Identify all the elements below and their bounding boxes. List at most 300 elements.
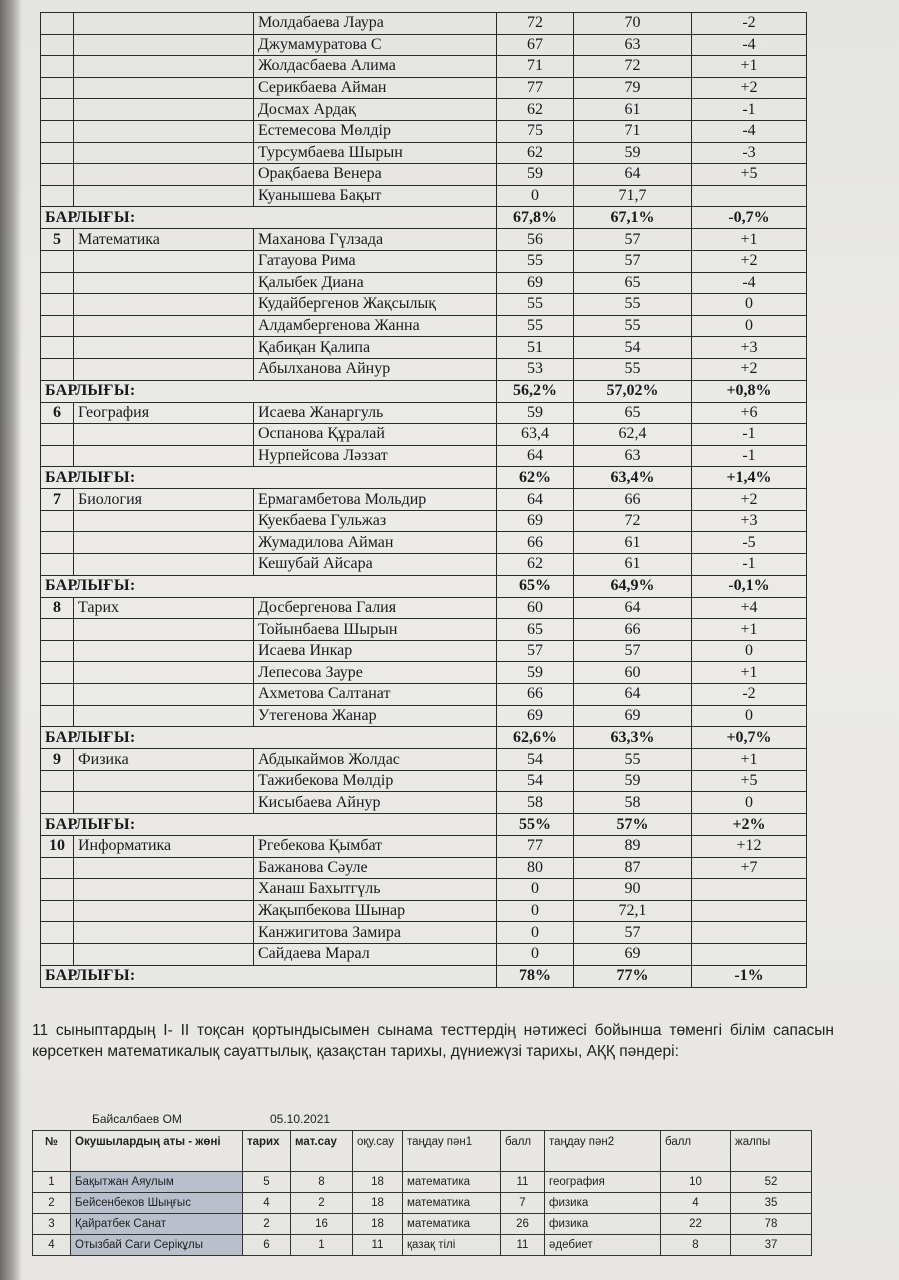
score-first: 77 bbox=[497, 77, 574, 99]
score-first: 53 bbox=[497, 358, 574, 380]
table-row bbox=[41, 424, 807, 446]
table-row bbox=[41, 857, 807, 879]
score-first: 64 bbox=[497, 489, 574, 511]
student-cell: математика bbox=[403, 1214, 501, 1235]
student-cell: 78 bbox=[731, 1214, 812, 1235]
total-row bbox=[41, 207, 807, 229]
teacher-name: Молдабаева Лаура bbox=[254, 13, 497, 35]
student-row bbox=[33, 1193, 812, 1214]
group-number: 6 bbox=[41, 402, 74, 424]
subject-cell bbox=[74, 705, 254, 727]
teacher-name: Турсумбаева Шырын bbox=[254, 142, 497, 164]
teacher-name: Жолдасбаева Алима bbox=[254, 56, 497, 78]
table-row bbox=[41, 272, 807, 294]
score-first: 0 bbox=[497, 900, 574, 922]
score-first: 67 bbox=[497, 34, 574, 56]
total-label: БАРЛЫҒЫ: bbox=[41, 727, 497, 749]
group-number bbox=[41, 943, 74, 965]
total-value: 55% bbox=[497, 814, 574, 836]
table-row bbox=[41, 879, 807, 901]
student-cell: 26 bbox=[501, 1214, 545, 1235]
student-cell: 2 bbox=[291, 1193, 353, 1214]
score-second: 54 bbox=[574, 337, 692, 359]
student-cell: 4 bbox=[33, 1235, 71, 1256]
score-second: 59 bbox=[574, 770, 692, 792]
total-value: +0,7% bbox=[692, 727, 807, 749]
student-name: Отызбай Саги Серікұлы bbox=[71, 1235, 243, 1256]
score-first: 59 bbox=[497, 402, 574, 424]
student-cell: 18 bbox=[353, 1172, 403, 1193]
teacher-name: Абдыкаймов Жолдас bbox=[254, 749, 497, 771]
subject-cell bbox=[74, 337, 254, 359]
teacher-name: Ермагамбетова Мольдир bbox=[254, 489, 497, 511]
header-cell: таңдау пән1 bbox=[403, 1131, 501, 1172]
score-second: 71,7 bbox=[574, 185, 692, 207]
score-diff: 0 bbox=[692, 294, 807, 316]
score-second: 89 bbox=[574, 836, 692, 858]
student-row bbox=[33, 1214, 812, 1235]
student-cell: 8 bbox=[661, 1235, 731, 1256]
table-row bbox=[41, 99, 807, 121]
teacher-name: Нурпейсова Ләззат bbox=[254, 445, 497, 467]
score-second: 59 bbox=[574, 142, 692, 164]
score-first: 0 bbox=[497, 879, 574, 901]
subject-cell: География bbox=[74, 402, 254, 424]
score-first: 60 bbox=[497, 597, 574, 619]
group-number bbox=[41, 272, 74, 294]
score-first: 59 bbox=[497, 164, 574, 186]
header-cell: мат.сау bbox=[291, 1131, 353, 1172]
group-number bbox=[41, 922, 74, 944]
score-first: 0 bbox=[497, 185, 574, 207]
student-cell: 11 bbox=[501, 1235, 545, 1256]
score-second: 57 bbox=[574, 640, 692, 662]
student-cell: 18 bbox=[353, 1193, 403, 1214]
group-number bbox=[41, 250, 74, 272]
score-second: 65 bbox=[574, 272, 692, 294]
subject-cell: Информатика bbox=[74, 836, 254, 858]
subject-cell bbox=[74, 13, 254, 35]
total-row bbox=[41, 575, 807, 597]
group-number bbox=[41, 662, 74, 684]
total-value: 57% bbox=[574, 814, 692, 836]
header-cell: таңдау пән2 bbox=[545, 1131, 661, 1172]
subject-cell bbox=[74, 77, 254, 99]
total-value: 63,3% bbox=[574, 727, 692, 749]
score-second: 69 bbox=[574, 943, 692, 965]
group-number bbox=[41, 424, 74, 446]
score-diff: +12 bbox=[692, 836, 807, 858]
score-first: 75 bbox=[497, 120, 574, 142]
group-number bbox=[41, 99, 74, 121]
subject-cell bbox=[74, 185, 254, 207]
student-cell: 8 bbox=[291, 1172, 353, 1193]
subject-cell bbox=[74, 34, 254, 56]
score-first: 62 bbox=[497, 99, 574, 121]
subject-cell bbox=[74, 56, 254, 78]
teacher-name: Қалыбек Диана bbox=[254, 272, 497, 294]
subject-cell bbox=[74, 640, 254, 662]
student-row bbox=[33, 1172, 812, 1193]
group-number bbox=[41, 77, 74, 99]
score-second: 64 bbox=[574, 597, 692, 619]
total-value: 77% bbox=[574, 965, 692, 987]
score-second: 64 bbox=[574, 164, 692, 186]
subject-cell bbox=[74, 164, 254, 186]
teacher-name: Серикбаева Айман bbox=[254, 77, 497, 99]
total-value: 64,9% bbox=[574, 575, 692, 597]
group-number bbox=[41, 619, 74, 641]
group-number: 5 bbox=[41, 229, 74, 251]
score-diff bbox=[692, 922, 807, 944]
score-first: 55 bbox=[497, 294, 574, 316]
low-table-header bbox=[33, 1131, 812, 1172]
score-diff bbox=[692, 185, 807, 207]
table-row bbox=[41, 770, 807, 792]
score-diff: -1 bbox=[692, 554, 807, 576]
score-first: 54 bbox=[497, 749, 574, 771]
teacher-name: Досмах Ардақ bbox=[254, 99, 497, 121]
table-row bbox=[41, 34, 807, 56]
score-second: 55 bbox=[574, 749, 692, 771]
group-number bbox=[41, 13, 74, 35]
subject-cell bbox=[74, 662, 254, 684]
total-value: +0,8% bbox=[692, 380, 807, 402]
teacher-name: Бажанова Сәуле bbox=[254, 857, 497, 879]
group-number bbox=[41, 120, 74, 142]
subject-cell bbox=[74, 142, 254, 164]
student-cell: физика bbox=[545, 1193, 661, 1214]
score-diff: -4 bbox=[692, 34, 807, 56]
header-cell: балл bbox=[501, 1131, 545, 1172]
student-cell: 10 bbox=[661, 1172, 731, 1193]
student-cell: 52 bbox=[731, 1172, 812, 1193]
student-name: Бақытжан Аяулым bbox=[71, 1172, 243, 1193]
score-second: 64 bbox=[574, 684, 692, 706]
subject-cell bbox=[74, 250, 254, 272]
table-row bbox=[41, 250, 807, 272]
student-cell: қазақ тілі bbox=[403, 1235, 501, 1256]
student-cell: 5 bbox=[243, 1172, 291, 1193]
results-table bbox=[40, 12, 807, 988]
signature-date: 05.10.2021 bbox=[270, 1112, 331, 1126]
group-number bbox=[41, 358, 74, 380]
score-first: 56 bbox=[497, 229, 574, 251]
score-diff: -2 bbox=[692, 684, 807, 706]
score-second: 65 bbox=[574, 402, 692, 424]
header-cell: оқу.сау bbox=[353, 1131, 403, 1172]
subject-cell bbox=[74, 879, 254, 901]
score-diff: -5 bbox=[692, 532, 807, 554]
student-row bbox=[33, 1235, 812, 1256]
score-first: 58 bbox=[497, 792, 574, 814]
table-row bbox=[41, 662, 807, 684]
score-second: 72,1 bbox=[574, 900, 692, 922]
score-diff: 0 bbox=[692, 640, 807, 662]
table-row bbox=[41, 836, 807, 858]
total-value: -1% bbox=[692, 965, 807, 987]
total-value: 62,6% bbox=[497, 727, 574, 749]
score-first: 69 bbox=[497, 272, 574, 294]
group-number bbox=[41, 857, 74, 879]
table-row bbox=[41, 510, 807, 532]
group-number bbox=[41, 792, 74, 814]
student-cell: 22 bbox=[661, 1214, 731, 1235]
total-label: БАРЛЫҒЫ: bbox=[41, 814, 497, 836]
table-row bbox=[41, 185, 807, 207]
low-results-table bbox=[32, 1130, 812, 1256]
student-cell: 3 bbox=[33, 1214, 71, 1235]
total-row bbox=[41, 814, 807, 836]
score-first: 71 bbox=[497, 56, 574, 78]
student-cell: 1 bbox=[291, 1235, 353, 1256]
table-row bbox=[41, 900, 807, 922]
subject-cell bbox=[74, 770, 254, 792]
teacher-name: Ахметова Салтанат bbox=[254, 684, 497, 706]
score-diff: 0 bbox=[692, 792, 807, 814]
score-diff: +1 bbox=[692, 619, 807, 641]
group-number bbox=[41, 705, 74, 727]
score-diff: 0 bbox=[692, 315, 807, 337]
total-row bbox=[41, 965, 807, 987]
results-table-body bbox=[41, 13, 807, 988]
teacher-name: Куанышева Бақыт bbox=[254, 185, 497, 207]
score-diff bbox=[692, 879, 807, 901]
teacher-name: Лепесова Зауре bbox=[254, 662, 497, 684]
score-diff: +1 bbox=[692, 662, 807, 684]
total-value: -0,7% bbox=[692, 207, 807, 229]
table-row bbox=[41, 337, 807, 359]
student-cell: 4 bbox=[243, 1193, 291, 1214]
table-row bbox=[41, 229, 807, 251]
student-cell: 16 bbox=[291, 1214, 353, 1235]
total-label: БАРЛЫҒЫ: bbox=[41, 380, 497, 402]
summary-paragraph: 11 сыныптардың І- ІІ тоқсан қортынды​сымен сынама тесттердің нәтижесі бойынша төменгі білім сапасын көрсеткен математикалық сауаттылық, қазақстан тарихы, дүниежүзі тарихы, АҚҚ пәндері: bbox=[32, 1022, 834, 1060]
score-second: 87 bbox=[574, 857, 692, 879]
student-cell: математика bbox=[403, 1193, 501, 1214]
group-number bbox=[41, 34, 74, 56]
score-second: 90 bbox=[574, 879, 692, 901]
teacher-name: Жақыпбекова Шынар bbox=[254, 900, 497, 922]
score-second: 66 bbox=[574, 619, 692, 641]
subject-cell bbox=[74, 922, 254, 944]
score-first: 72 bbox=[497, 13, 574, 35]
score-first: 54 bbox=[497, 770, 574, 792]
table-row bbox=[41, 489, 807, 511]
subject-cell bbox=[74, 120, 254, 142]
student-name: Бейсенбеков Шыңғыс bbox=[71, 1193, 243, 1214]
score-second: 57 bbox=[574, 250, 692, 272]
table-row bbox=[41, 402, 807, 424]
score-first: 80 bbox=[497, 857, 574, 879]
total-value: -0,1% bbox=[692, 575, 807, 597]
group-number bbox=[41, 142, 74, 164]
total-label: БАРЛЫҒЫ: bbox=[41, 467, 497, 489]
score-diff: +3 bbox=[692, 337, 807, 359]
subject-cell bbox=[74, 272, 254, 294]
subject-cell bbox=[74, 857, 254, 879]
score-diff: +2 bbox=[692, 77, 807, 99]
score-diff: +2 bbox=[692, 489, 807, 511]
group-number bbox=[41, 445, 74, 467]
score-diff: +4 bbox=[692, 597, 807, 619]
total-value: 62% bbox=[497, 467, 574, 489]
student-cell: 6 bbox=[243, 1235, 291, 1256]
group-number bbox=[41, 56, 74, 78]
teacher-name: Алдамбергенова Жанна bbox=[254, 315, 497, 337]
score-first: 69 bbox=[497, 705, 574, 727]
table-row bbox=[41, 922, 807, 944]
student-cell: 2 bbox=[243, 1214, 291, 1235]
student-cell: 11 bbox=[501, 1172, 545, 1193]
student-cell: 2 bbox=[33, 1193, 71, 1214]
table-row bbox=[41, 554, 807, 576]
score-first: 57 bbox=[497, 640, 574, 662]
header-cell: балл bbox=[661, 1131, 731, 1172]
score-first: 55 bbox=[497, 315, 574, 337]
subject-cell bbox=[74, 294, 254, 316]
table-row bbox=[41, 792, 807, 814]
table-row bbox=[41, 142, 807, 164]
subject-cell bbox=[74, 510, 254, 532]
subject-cell bbox=[74, 619, 254, 641]
subject-cell: Математика bbox=[74, 229, 254, 251]
score-second: 62,4 bbox=[574, 424, 692, 446]
student-cell: 1 bbox=[33, 1172, 71, 1193]
score-second: 72 bbox=[574, 510, 692, 532]
score-first: 0 bbox=[497, 922, 574, 944]
group-number: 7 bbox=[41, 489, 74, 511]
score-first: 66 bbox=[497, 532, 574, 554]
score-diff: -1 bbox=[692, 424, 807, 446]
total-label: БАРЛЫҒЫ: bbox=[41, 575, 497, 597]
table-row bbox=[41, 294, 807, 316]
teacher-name: Тойынбаева Шырын bbox=[254, 619, 497, 641]
score-diff: +1 bbox=[692, 229, 807, 251]
score-second: 55 bbox=[574, 294, 692, 316]
teacher-name: Орақбаева Венера bbox=[254, 164, 497, 186]
score-diff: +5 bbox=[692, 770, 807, 792]
total-label: БАРЛЫҒЫ: bbox=[41, 207, 497, 229]
score-first: 77 bbox=[497, 836, 574, 858]
subject-cell bbox=[74, 684, 254, 706]
score-diff: +1 bbox=[692, 749, 807, 771]
score-diff: +7 bbox=[692, 857, 807, 879]
score-diff: -1 bbox=[692, 445, 807, 467]
teacher-name: Исаева Инкар bbox=[254, 640, 497, 662]
subject-cell bbox=[74, 445, 254, 467]
subject-cell: Тарих bbox=[74, 597, 254, 619]
score-second: 69 bbox=[574, 705, 692, 727]
score-second: 58 bbox=[574, 792, 692, 814]
score-first: 64 bbox=[497, 445, 574, 467]
score-first: 65 bbox=[497, 619, 574, 641]
table-row bbox=[41, 315, 807, 337]
group-number bbox=[41, 532, 74, 554]
score-second: 57 bbox=[574, 922, 692, 944]
teacher-name: Досбергенова Галия bbox=[254, 597, 497, 619]
total-label: БАРЛЫҒЫ: bbox=[41, 965, 497, 987]
table-row bbox=[41, 13, 807, 35]
group-number bbox=[41, 164, 74, 186]
total-value: 63,4% bbox=[574, 467, 692, 489]
teacher-name: Қабиқан Қалипа bbox=[254, 337, 497, 359]
score-second: 60 bbox=[574, 662, 692, 684]
score-diff: +5 bbox=[692, 164, 807, 186]
score-first: 62 bbox=[497, 142, 574, 164]
teacher-name: Джумамуратова С bbox=[254, 34, 497, 56]
subject-cell bbox=[74, 900, 254, 922]
student-cell: әдебиет bbox=[545, 1235, 661, 1256]
table-row bbox=[41, 684, 807, 706]
score-diff: +3 bbox=[692, 510, 807, 532]
score-second: 63 bbox=[574, 445, 692, 467]
group-number bbox=[41, 879, 74, 901]
score-first: 59 bbox=[497, 662, 574, 684]
header-cell: № bbox=[33, 1131, 71, 1172]
score-diff: +2 bbox=[692, 250, 807, 272]
group-number bbox=[41, 337, 74, 359]
subject-cell bbox=[74, 315, 254, 337]
group-number bbox=[41, 294, 74, 316]
group-number: 10 bbox=[41, 836, 74, 858]
score-second: 61 bbox=[574, 99, 692, 121]
student-name: Қайратбек Санат bbox=[71, 1214, 243, 1235]
score-diff: +2 bbox=[692, 358, 807, 380]
teacher-name: Оспанова Құралай bbox=[254, 424, 497, 446]
teacher-name: Ргебекова Қымбат bbox=[254, 836, 497, 858]
teacher-name: Канжигитова Замира bbox=[254, 922, 497, 944]
student-cell: 37 bbox=[731, 1235, 812, 1256]
group-number bbox=[41, 315, 74, 337]
group-number bbox=[41, 684, 74, 706]
subject-cell: Биология bbox=[74, 489, 254, 511]
subject-cell: Физика bbox=[74, 749, 254, 771]
score-first: 62 bbox=[497, 554, 574, 576]
subject-cell bbox=[74, 99, 254, 121]
teacher-name: Куекбаева Гульжаз bbox=[254, 510, 497, 532]
score-diff: 0 bbox=[692, 705, 807, 727]
student-cell: математика bbox=[403, 1172, 501, 1193]
table-row bbox=[41, 705, 807, 727]
score-second: 57 bbox=[574, 229, 692, 251]
teacher-name: Исаева Жанаргуль bbox=[254, 402, 497, 424]
teacher-name: Кисыбаева Айнур bbox=[254, 792, 497, 814]
score-diff: +6 bbox=[692, 402, 807, 424]
group-number bbox=[41, 640, 74, 662]
total-row bbox=[41, 727, 807, 749]
score-first: 51 bbox=[497, 337, 574, 359]
header-cell: тарих bbox=[243, 1131, 291, 1172]
subject-cell bbox=[74, 792, 254, 814]
group-number: 9 bbox=[41, 749, 74, 771]
teacher-name: Ханаш Бахытгүль bbox=[254, 879, 497, 901]
table-row bbox=[41, 445, 807, 467]
student-cell: физика bbox=[545, 1214, 661, 1235]
table-row bbox=[41, 77, 807, 99]
student-cell: 35 bbox=[731, 1193, 812, 1214]
table-row bbox=[41, 619, 807, 641]
total-value: 65% bbox=[497, 575, 574, 597]
page-shadow-edge bbox=[0, 0, 22, 1280]
subject-cell bbox=[74, 532, 254, 554]
score-second: 55 bbox=[574, 358, 692, 380]
teacher-name: Утегенова Жанар bbox=[254, 705, 497, 727]
score-diff: -4 bbox=[692, 272, 807, 294]
score-second: 55 bbox=[574, 315, 692, 337]
total-value: 57,02% bbox=[574, 380, 692, 402]
header-cell: жалпы bbox=[731, 1131, 812, 1172]
